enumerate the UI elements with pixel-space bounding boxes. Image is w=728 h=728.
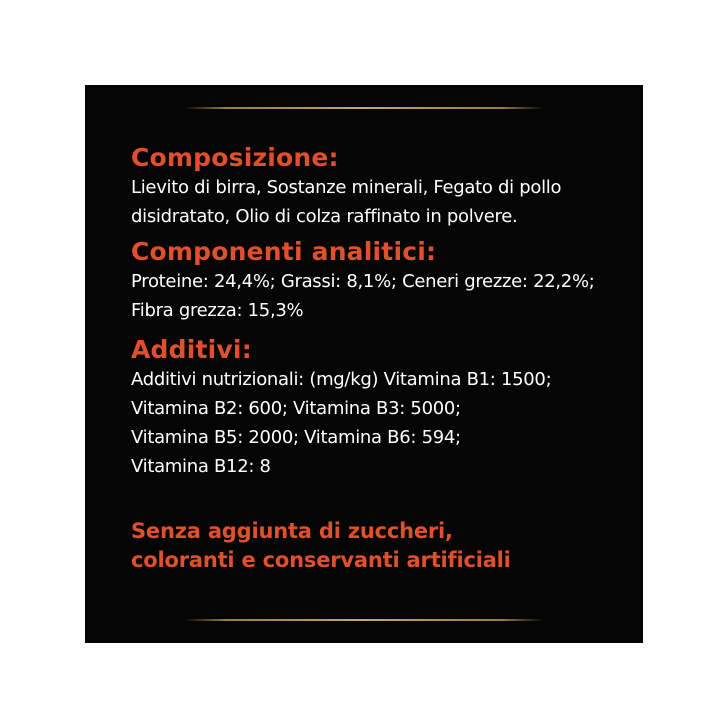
- analytical-heading: Componenti analitici:: [131, 237, 437, 266]
- label-panel: [85, 85, 643, 643]
- additives-heading: Additivi:: [131, 335, 252, 364]
- claim-line: Senza aggiunta di zuccheri,: [131, 519, 453, 543]
- analytical-line: Proteine: 24,4%; Grassi: 8,1%; Ceneri grezze: 22,2%;: [131, 271, 595, 292]
- top-gold-divider: [183, 107, 545, 109]
- composition-line: Lievito di birra, Sostanze minerali, Fegato di pollo: [131, 177, 562, 198]
- claim-line: coloranti e conservanti artificiali: [131, 548, 511, 572]
- additives-line: Vitamina B2: 600; Vitamina B3: 5000;: [131, 398, 461, 419]
- composition-text: [131, 173, 641, 231]
- composition-heading: Composizione:: [131, 143, 339, 172]
- bottom-gold-divider: [183, 619, 545, 621]
- analytical-line: Fibra grezza: 15,3%: [131, 300, 304, 321]
- additives-line: Vitamina B12: 8: [131, 456, 271, 477]
- no-additives-claim: [131, 517, 641, 575]
- additives-line: Additivi nutrizionali: (mg/kg) Vitamina B1: 1500;: [131, 369, 552, 390]
- label-content: [131, 143, 641, 575]
- composition-line: disidratato, Olio di colza raffinato in polvere.: [131, 206, 518, 227]
- analytical-text: [131, 267, 641, 325]
- additives-line: Vitamina B5: 2000; Vitamina B6: 594;: [131, 427, 461, 448]
- additives-text: [131, 365, 641, 481]
